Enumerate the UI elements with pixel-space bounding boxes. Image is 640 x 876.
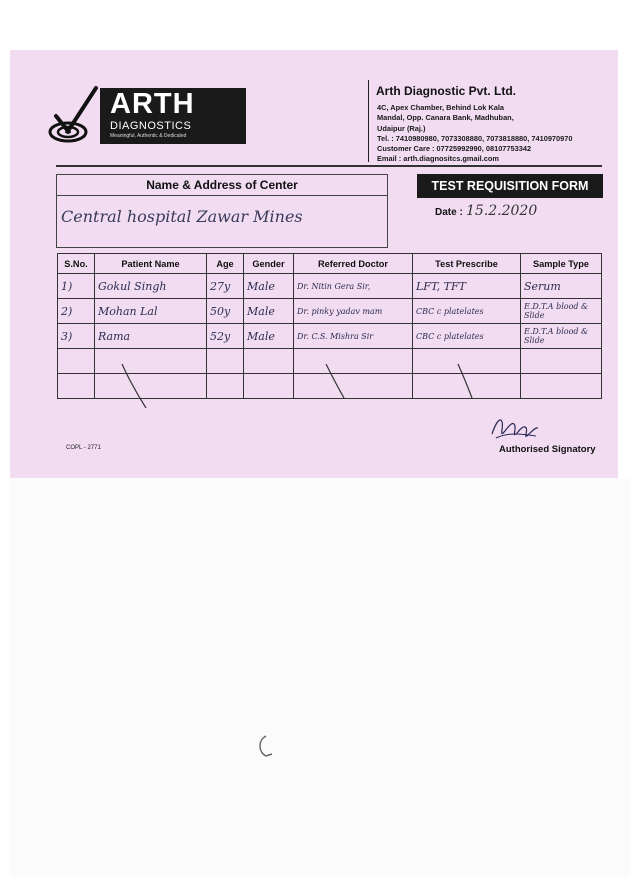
form-title: TEST REQUISITION FORM	[417, 174, 603, 198]
header-age: Age	[207, 254, 244, 274]
header-sample-type: Sample Type	[521, 254, 602, 274]
cell-age: 52y	[207, 324, 244, 349]
cell-sno: 1)	[58, 274, 95, 299]
header-patient-name: Patient Name	[95, 254, 207, 274]
cell-referred-doctor: Dr. C.S. Mishra Sir	[294, 324, 413, 349]
form-code: COPL - 2771	[66, 445, 101, 451]
date-label: Date :	[435, 207, 463, 218]
cell-gender: Male	[244, 299, 294, 324]
authorised-signatory-label: Authorised Signatory	[499, 444, 596, 455]
cell-test-prescribe: LFT, TFT	[413, 274, 521, 299]
cell-patient-name: Mohan Lal	[95, 299, 207, 324]
logo-tagline: Meaningful, Authentic & Dedicated	[110, 133, 187, 139]
cell-sample-type: E.D.T.A blood & Slide	[521, 324, 602, 349]
company-address: 4C, Apex Chamber, Behind Lok Kala Mandal, Opp. Canara Bank, Madhuban, Udaipur (Raj.) Tel. : 7410980980, 7073308880, 7073818880, 7410970970 Customer Care : 07725992990, 08107753342 Email : arth.diagnositcs.gmail.com	[377, 103, 573, 164]
header-test-prescribe: Test Prescribe	[413, 254, 521, 274]
cell-patient-name: Gokul Singh	[95, 274, 207, 299]
cell-test-prescribe: CBC c platelates	[413, 324, 521, 349]
logo-wordmark: ARTH	[110, 88, 195, 120]
paper-mark	[256, 734, 276, 762]
cell-sample-type: E.D.T.A blood & Slide	[521, 299, 602, 324]
header-referred-doctor: Referred Doctor	[294, 254, 413, 274]
cell-sno: 2)	[58, 299, 95, 324]
cell-referred-doctor: Dr. Nitin Gera Sir,	[294, 274, 413, 299]
cell-referred-doctor: Dr. pinky yadav mam	[294, 299, 413, 324]
center-heading: Name & Address of Center	[57, 175, 387, 196]
header-sno: S.No.	[58, 254, 95, 274]
cell-sample-type: Serum	[521, 274, 602, 299]
header-gender: Gender	[244, 254, 294, 274]
cell-gender: Male	[244, 274, 294, 299]
cell-test-prescribe: CBC c platelates	[413, 299, 521, 324]
date-value: 15.2.2020	[466, 203, 538, 219]
signature	[488, 412, 542, 446]
cell-age: 50y	[207, 299, 244, 324]
logo-subtitle: DIAGNOSTICS	[110, 120, 192, 132]
cell-gender: Male	[244, 324, 294, 349]
center-name-value: Central hospital Zawar Mines	[61, 207, 303, 226]
cell-age: 27y	[207, 274, 244, 299]
company-name: Arth Diagnostic Pvt. Ltd.	[376, 84, 517, 98]
blank-paper-area	[10, 478, 630, 876]
cell-patient-name: Rama	[95, 324, 207, 349]
cell-sno: 3)	[58, 324, 95, 349]
